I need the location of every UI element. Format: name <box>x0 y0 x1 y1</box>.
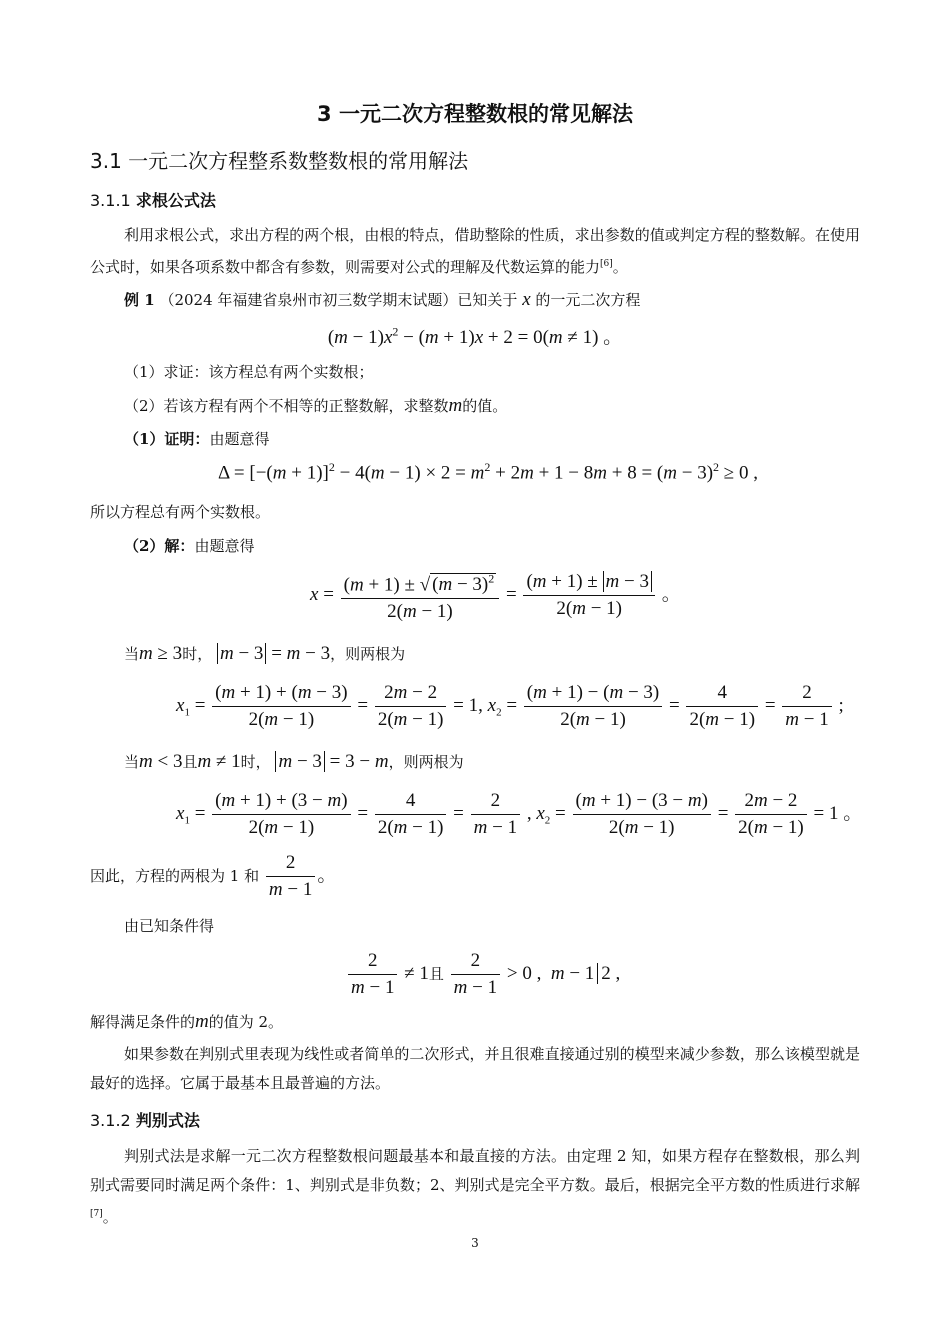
therefore-line: 因此，方程的两根为 1 和 $\frac{2}{m - 1}$ 。 <box>90 852 337 900</box>
paragraph-discriminant-method <box>90 1142 860 1232</box>
subsection-label: 求根公式法 <box>135 191 216 210</box>
equation-case-1: $x_1$ = $\frac{(m + 1) + (m - 3)}{2(m - 1)}$ = $\frac{2m - 2}{2(m - 1)}$ = 1, $x_2$ = $\frac{(m + 1) - (m - 3)}{2(m - 1)}$ = $\frac{4}{2(m - 1)}$ = $\frac{2}{m - 1}$ ; <box>176 682 844 730</box>
page-number: 3 <box>471 1236 479 1250</box>
question-2-text: （2）若该方程有两个不相等的正整数解，求整数 <box>124 397 449 415</box>
example-source: （2024 年福建省泉州市初三数学期末试题）已知关于 <box>159 291 518 309</box>
equation-case-2: $x_1$ = $\frac{(m + 1) + (3 - m)}{2(m - 1)}$ = $\frac{4}{2(m - 1)}$ = $\frac{2}{m - 1}$ , $x_2$ = $\frac{(m + 1) - (3 - m)}{2(m - 1)}$ = $\frac{2m - 2}{2(m - 1)}$ = 1 。 <box>176 790 863 838</box>
example-variable: x <box>522 289 531 310</box>
proof-conclusion: 所以方程总有两个实数根。 <box>90 503 271 521</box>
subsection-number: 3.1.2 <box>90 1111 131 1130</box>
case-1-when-tail: 时， <box>182 645 213 663</box>
case-2-roots-text: ，则两根为 <box>388 753 464 771</box>
section-heading-3-1: 3.1 一元二次方程整系数整数根的常用解法 <box>90 149 469 173</box>
subsection-number: 3.1.1 <box>90 191 131 210</box>
known-condition: 由已知条件得 <box>124 917 215 935</box>
proof-text: 由题意得 <box>209 430 270 448</box>
and-word: 且 <box>428 966 444 983</box>
paragraph-end: 。 <box>612 258 628 276</box>
case-2-when: 当 <box>124 753 140 771</box>
solution-label: （2）解： <box>124 537 195 555</box>
example-text-tail: 的一元二次方程 <box>535 291 641 309</box>
therefore-text: 因此，方程的两根为 1 和 <box>90 866 260 885</box>
case-2-and: 且 <box>182 753 198 771</box>
solution-text: 由题意得 <box>194 537 255 555</box>
subsection-heading-3-1-2 <box>90 1108 200 1131</box>
result-line: 解得满足条件的m的值为 2。 <box>90 1011 284 1032</box>
chapter-title: 3 一元二次方程整数根的常见解法 <box>317 102 633 126</box>
paragraph-text: 利用求根公式，求出方程的两个根，由根的特点，借助整除的性质，求出参数的值或判定方程的整数解。在使用公式时，如果各项系数中都含有参数，则需要对公式的理解及代数运算的能力 <box>90 226 860 276</box>
case-1-line: 当m ≥ 3时， m − 3 = m − 3，则两根为 <box>124 643 406 664</box>
paragraph-formula-method <box>90 221 860 282</box>
proof-label: （1）证明： <box>124 430 210 448</box>
proof-line <box>124 425 269 453</box>
example-1-line <box>124 286 640 314</box>
subsection-label: 判别式法 <box>135 1111 200 1130</box>
case-1-when: 当 <box>124 645 140 663</box>
case-2-line: 当m < 3且m ≠ 1时， m − 3 = 3 − m，则两根为 <box>124 751 464 772</box>
paragraph-end: 。 <box>102 1208 118 1226</box>
question-2-tail: 的值。 <box>462 397 508 415</box>
equation-discriminant: $\Delta = [-(m + 1)]^2 - 4(m - 1) \times 2 = m^2 + 2m + 1 - 8m + 8 = (m - 3)^2 \ge 0$ , <box>218 460 758 484</box>
equation-conditions: $\frac{2}{m - 1}$ ≠ 1且 $\frac{2}{m - 1}$ > 0 , m − 1 2 , <box>346 948 620 1001</box>
equation-roots: x = $\frac{(m + 1) \pm √ (m - 3)^2}{2(m - 1)}$ = $\frac{(m + 1) \pm m - 3}{2(m - 1)}$ 。 <box>310 566 681 625</box>
paragraph-text: 判别式法是求解一元二次方程整数根问题最基本和最直接的方法。由定理 2 知，如果方程存在整数根，那么判别式需要同时满足两个条件：1、判别式是非负数；2、判别式是完全平方数。最后，根据完全平方数的性质进行求解 <box>90 1147 860 1194</box>
case-1-roots-text: ，则两根为 <box>330 645 406 663</box>
case-2-when-tail: 时， <box>240 753 271 771</box>
question-2 <box>124 392 507 420</box>
result-tail: 的值为 2。 <box>208 1013 284 1031</box>
example-label: 例 1 <box>124 291 155 309</box>
citation-ref: [7] <box>90 1209 103 1219</box>
solution-line <box>124 532 254 560</box>
result-text: 解得满足条件的 <box>90 1013 196 1031</box>
paragraph-method-summary: 如果参数在判别式里表现为线性或者简单的二次形式，并且很难直接通过别的模型来减少参数，那么该模型就是最好的选择。它属于最基本且最普遍的方法。 <box>90 1045 860 1092</box>
question-1: （1）求证：该方程总有两个实数根； <box>124 363 374 381</box>
citation-ref: [6] <box>600 259 613 269</box>
equation-given: $(m - 1)x^2 - (m + 1)x + 2 = 0(m \ne 1)$ 。 <box>327 324 623 348</box>
question-2-variable: m <box>448 395 463 416</box>
subsection-heading-3-1-1 <box>90 188 216 211</box>
